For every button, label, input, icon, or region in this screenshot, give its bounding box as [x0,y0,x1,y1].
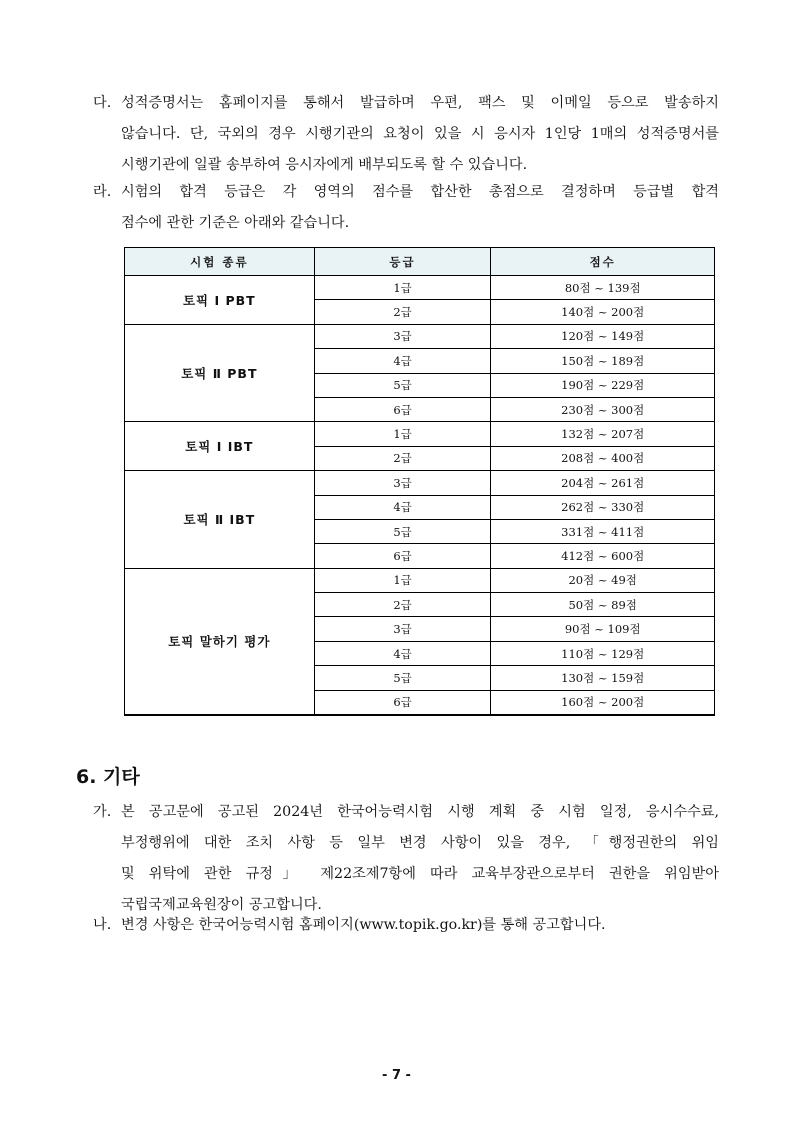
grade-cell: 1급 [314,276,491,300]
paragraph-line: 점수에 관한 기준은 아래와 같습니다. [121,215,350,231]
score-cell: 140점 ~ 200점 [491,300,715,324]
grade-cell: 4급 [314,495,491,519]
grade-cell: 1급 [314,568,491,592]
exam-type-cell: 토픽 Ⅰ IBT [125,422,315,471]
table-row [125,471,715,495]
grade-cell: 6급 [314,690,491,715]
paragraph-line: 않습니다. 단, 국외의 경우 시행기관의 요청이 있을 시 응시자 1인당 1매의 성적증명서를 [121,126,719,142]
table-row [125,568,715,592]
grade-cell: 4급 [314,641,491,665]
item-marker: 라. [93,184,112,200]
grade-cell: 2급 [314,300,491,324]
score-cell: 90점 ~ 109점 [491,617,715,641]
item-marker: 나. [93,917,112,933]
paragraph-line: 국립국제교육원장이 공고합니다. [121,897,322,913]
header-score: 점수 [491,248,715,276]
score-cell: 80점 ~ 139점 [491,276,715,300]
grade-cell: 2급 [314,593,491,617]
section-title: 6. 기타 [76,766,140,788]
score-cell: 230점 ~ 300점 [491,397,715,421]
grade-cell: 5급 [314,519,491,543]
paragraph-line: 시험의 합격 등급은 각 영역의 점수를 합산한 총점으로 결정하며 등급별 합격 [121,184,719,200]
header-grade: 등급 [314,248,491,276]
grade-cell: 5급 [314,666,491,690]
paragraph-da [93,88,719,181]
page-number: - 7 - [382,1068,411,1083]
grade-cell: 2급 [314,446,491,470]
paragraph-line: 시행기관에 일괄 송부하여 응시자에게 배부되도록 할 수 있습니다. [121,157,528,173]
grade-cell: 6급 [314,397,491,421]
item-marker: 가. [93,804,112,820]
score-cell: 331점 ~ 411점 [491,519,715,543]
item-marker: 다. [93,95,112,111]
score-cell: 130점 ~ 159점 [491,666,715,690]
table-header-row [125,248,715,276]
exam-type-cell: 토픽 말하기 평가 [125,568,315,715]
score-cell: 50점 ~ 89점 [491,593,715,617]
grade-table-body [125,276,715,716]
score-cell: 110점 ~ 129점 [491,641,715,665]
exam-type-cell: 토픽 Ⅱ PBT [125,324,315,422]
header-exam-type: 시험 종류 [125,248,315,276]
score-cell: 204점 ~ 261점 [491,471,715,495]
grade-cell: 3급 [314,324,491,348]
score-cell: 120점 ~ 149점 [491,324,715,348]
grade-cell: 3급 [314,617,491,641]
score-cell: 262점 ~ 330점 [491,495,715,519]
score-cell: 160점 ~ 200점 [491,690,715,715]
grade-cell: 1급 [314,422,491,446]
paragraph-na [93,910,719,941]
grade-cell: 3급 [314,471,491,495]
grade-cell: 6급 [314,544,491,568]
score-cell: 412점 ~ 600점 [491,544,715,568]
paragraph-ra [93,177,719,239]
score-cell: 20점 ~ 49점 [491,568,715,592]
table-row [125,276,715,300]
score-cell: 190점 ~ 229점 [491,373,715,397]
grade-table [124,247,715,716]
paragraph-line: 및 위탁에 관한 규정」 제22조제7항에 따라 교육부장관으로부터 권한을 위임받아 [121,866,719,882]
paragraph-line: 성적증명서는 홈페이지를 통해서 발급하며 우편, 팩스 및 이메일 등으로 발송하지 [121,95,719,111]
exam-type-cell: 토픽 Ⅱ IBT [125,471,315,569]
table-row [125,422,715,446]
paragraph-line: 본 공고문에 공고된 2024년 한국어능력시험 시행 계획 중 시험 일정, 응시수수료, [121,804,719,820]
score-cell: 150점 ~ 189점 [491,349,715,373]
paragraph-line: 변경 사항은 한국어능력시험 홈페이지(www.topik.go.kr)를 통해 공고합니다. [121,917,606,933]
exam-type-cell: 토픽 Ⅰ PBT [125,276,315,325]
paragraph-ga [93,797,719,921]
score-cell: 132점 ~ 207점 [491,422,715,446]
grade-cell: 4급 [314,349,491,373]
grade-cell: 5급 [314,373,491,397]
paragraph-line: 부정행위에 대한 조치 사항 등 일부 변경 사항이 있을 경우, 「행정권한의 위임 [121,835,719,851]
table-row [125,324,715,348]
score-cell: 208점 ~ 400점 [491,446,715,470]
